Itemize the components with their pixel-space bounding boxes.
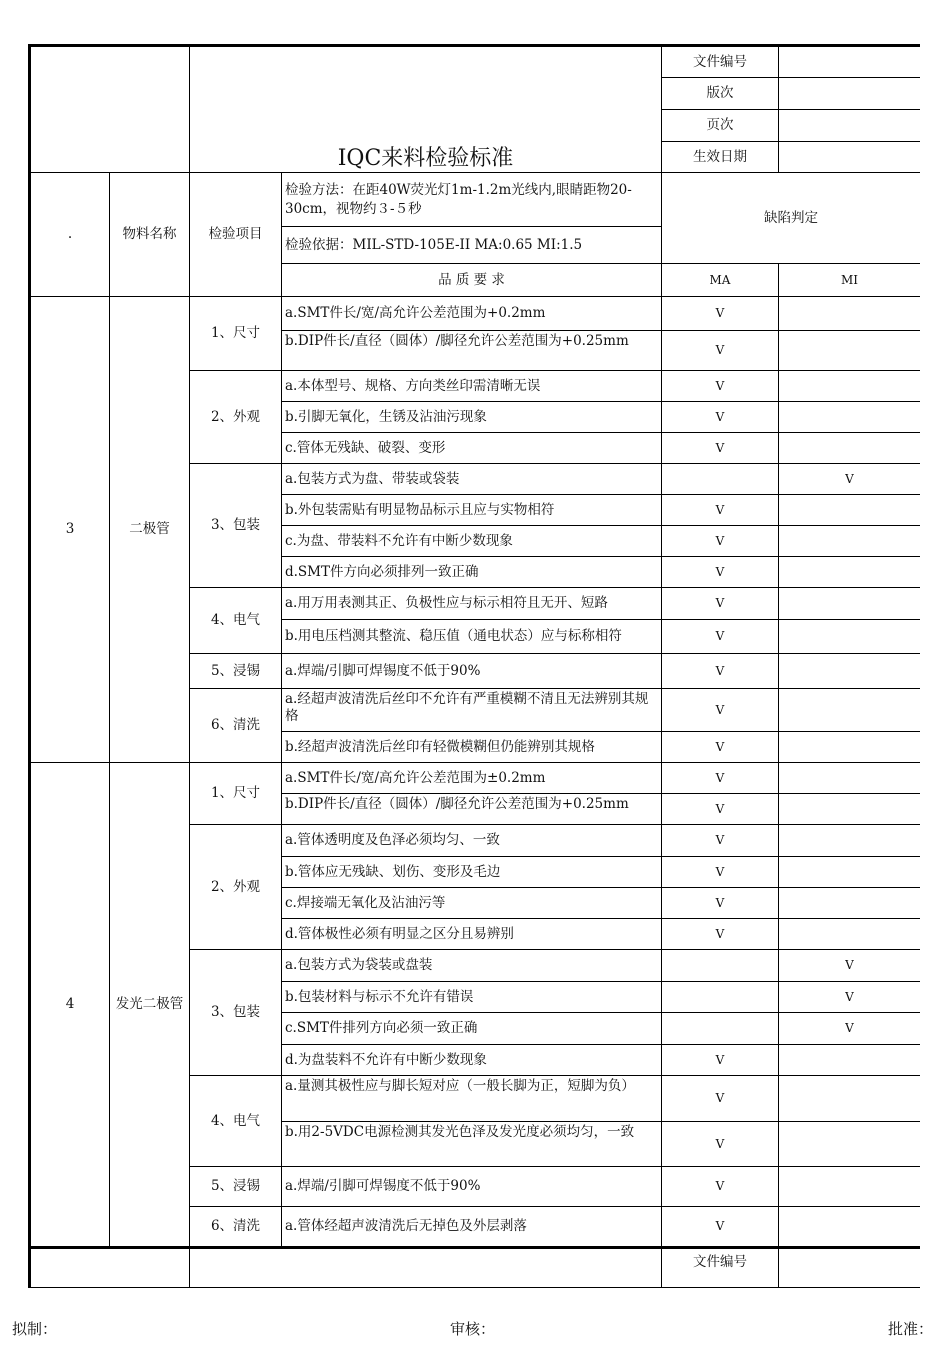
ma-mark: V	[662, 763, 779, 794]
inspection-item-label: 5、浸锡	[190, 1167, 282, 1207]
quality-requirement: d.SMT件方向必须排列一致正确	[282, 557, 662, 588]
next-page-logo-cell	[30, 1248, 190, 1288]
ma-mark: V	[662, 495, 779, 526]
mi-mark	[779, 371, 921, 402]
mi-mark: V	[779, 1013, 921, 1045]
quality-requirement: a.焊端/引脚可焊锡度不低于90%	[282, 654, 662, 689]
quality-requirement: a.用万用表测其正、负极性应与标示相符且无开、短路	[282, 588, 662, 620]
mi-mark: V	[779, 464, 921, 495]
ma-mark: V	[662, 402, 779, 433]
quality-requirement: a.SMT件长/宽/高允许公差范围为±0.2mm	[282, 763, 662, 794]
mi-mark	[779, 825, 921, 857]
ma-mark	[662, 950, 779, 982]
ma-mark	[662, 982, 779, 1013]
ma-mark: V	[662, 732, 779, 763]
inspection-item-label: 2、外观	[190, 371, 282, 464]
ma-mark: V	[662, 919, 779, 950]
quality-requirement: b.DIP件长/直径（圆体）/脚径允许公差范围为+0.25mm	[282, 331, 662, 371]
meta-label-effective-date: 生效日期	[662, 142, 779, 173]
ma-mark: V	[662, 371, 779, 402]
ma-mark	[662, 464, 779, 495]
quality-requirement: b.经超声波清洗后丝印有轻微模糊但仍能辨别其规格	[282, 732, 662, 763]
mi-mark	[779, 331, 921, 371]
table-row	[30, 763, 921, 794]
quality-requirement: c.管体无残缺、破裂、变形	[282, 433, 662, 464]
inspection-table	[28, 44, 920, 1288]
section-number: 3	[30, 297, 110, 763]
quality-requirement: b.引脚无氧化，生锈及沾油污现象	[282, 402, 662, 433]
ma-mark: V	[662, 331, 779, 371]
header-item: 检验项目	[190, 173, 282, 297]
ma-mark: V	[662, 620, 779, 654]
mi-mark	[779, 857, 921, 888]
inspection-item-label: 4、电气	[190, 1076, 282, 1167]
meta-value-effective-date	[779, 142, 921, 173]
mi-mark	[779, 526, 921, 557]
mi-mark	[779, 1167, 921, 1207]
meta-label-page: 页次	[662, 110, 779, 142]
next-page-meta-value	[779, 1248, 921, 1288]
inspection-item-label: 1、尺寸	[190, 297, 282, 371]
ma-mark: V	[662, 794, 779, 825]
quality-requirement-header: 品 质 要 求	[282, 264, 662, 297]
inspection-item-label: 4、电气	[190, 588, 282, 654]
quality-requirement: a.本体型号、规格、方向类丝印需清晰无误	[282, 371, 662, 402]
quality-requirement: b.外包装需贴有明显物品标示且应与实物相符	[282, 495, 662, 526]
mi-mark	[779, 557, 921, 588]
mi-mark	[779, 433, 921, 464]
mi-mark	[779, 588, 921, 620]
inspection-item-label: 6、清洗	[190, 1207, 282, 1248]
quality-requirement: c.SMT件排列方向必须一致正确	[282, 1013, 662, 1045]
quality-requirement: b.包装材料与标示不允许有错误	[282, 982, 662, 1013]
quality-requirement: a.包装方式为盘、带装或袋装	[282, 464, 662, 495]
mi-mark	[779, 297, 921, 331]
drafted-by-label: 拟制：	[12, 1320, 58, 1338]
mi-mark	[779, 1122, 921, 1167]
quality-requirement: d.管体极性必须有明显之区分且易辨别	[282, 919, 662, 950]
quality-requirement: c.为盘、带装料不允许有中断少数现象	[282, 526, 662, 557]
mi-mark	[779, 402, 921, 433]
inspection-sheet	[28, 44, 920, 1299]
header-seq: .	[30, 173, 110, 297]
ma-mark	[662, 1013, 779, 1045]
section-material-name: 发光二极管	[110, 763, 190, 1248]
section-material-name: 二极管	[110, 297, 190, 763]
inspection-basis: 检验依据：MIL-STD-105E-II MA:0.65 MI:1.5	[282, 227, 662, 264]
approved-by-label: 批准：	[888, 1320, 934, 1338]
inspection-item-label: 3、包装	[190, 464, 282, 588]
mi-mark	[779, 919, 921, 950]
next-page-meta-label: 文件编号	[662, 1248, 779, 1288]
ma-mark: V	[662, 1167, 779, 1207]
ma-mark: V	[662, 433, 779, 464]
ma-mark: V	[662, 557, 779, 588]
ma-mark: V	[662, 1207, 779, 1248]
mi-mark	[779, 495, 921, 526]
defect-judgement-header: 缺陷判定	[662, 173, 921, 264]
mi-mark	[779, 1076, 921, 1122]
ma-header: MA	[662, 264, 779, 297]
mi-mark	[779, 732, 921, 763]
mi-mark	[779, 888, 921, 919]
quality-requirement: b.用电压档测其整流、稳压值（通电状态）应与标称相符	[282, 620, 662, 654]
quality-requirement: c.焊接端无氧化及沾油污等	[282, 888, 662, 919]
ma-mark: V	[662, 297, 779, 331]
ma-mark: V	[662, 588, 779, 620]
logo-cell	[30, 46, 190, 173]
quality-requirement: a.管体透明度及色泽必须均匀、一致	[282, 825, 662, 857]
mi-mark	[779, 794, 921, 825]
meta-label-version: 版次	[662, 78, 779, 110]
meta-value-page	[779, 110, 921, 142]
mi-header: MI	[779, 264, 921, 297]
mi-mark	[779, 654, 921, 689]
meta-label-doc-no: 文件编号	[662, 46, 779, 78]
inspection-item-label: 3、包装	[190, 950, 282, 1076]
section-number: 4	[30, 763, 110, 1248]
mi-mark	[779, 1045, 921, 1076]
ma-mark: V	[662, 654, 779, 689]
inspection-item-label: 1、尺寸	[190, 763, 282, 825]
inspection-method: 检验方法：在距40W荧光灯1m-1.2m光线内,眼睛距物20-30cm，视物约３-５秒	[282, 173, 662, 227]
mi-mark	[779, 1207, 921, 1248]
mi-mark	[779, 620, 921, 654]
ma-mark: V	[662, 1076, 779, 1122]
inspection-item-label: 5、浸锡	[190, 654, 282, 689]
ma-mark: V	[662, 689, 779, 732]
inspection-item-label: 2、外观	[190, 825, 282, 950]
ma-mark: V	[662, 857, 779, 888]
quality-requirement: a.焊端/引脚可焊锡度不低于90%	[282, 1167, 662, 1207]
quality-requirement: b.用2-5VDC电源检测其发光色泽及发光度必须均匀，一致	[282, 1122, 662, 1167]
meta-value-version	[779, 78, 921, 110]
quality-requirement: a.管体经超声波清洗后无掉色及外层剥落	[282, 1207, 662, 1248]
next-page-header-row	[30, 1248, 921, 1288]
quality-requirement: a.经超声波清洗后丝印不允许有严重模糊不清且无法辨别其规格	[282, 689, 662, 732]
ma-mark: V	[662, 1045, 779, 1076]
mi-mark	[779, 763, 921, 794]
doc-title: IQC来料检验标准	[190, 46, 662, 173]
ma-mark: V	[662, 888, 779, 919]
quality-requirement: a.量测其极性应与脚长短对应（一般长脚为正，短脚为负）	[282, 1076, 662, 1122]
quality-requirement: a.包装方式为袋装或盘装	[282, 950, 662, 982]
ma-mark: V	[662, 825, 779, 857]
quality-requirement: b.DIP件长/直径（圆体）/脚径允许公差范围为+0.25mm	[282, 794, 662, 825]
meta-value-doc-no	[779, 46, 921, 78]
header-material-name: 物料名称	[110, 173, 190, 297]
mi-mark: V	[779, 950, 921, 982]
mi-mark: V	[779, 982, 921, 1013]
quality-requirement: b.管体应无残缺、划伤、变形及毛边	[282, 857, 662, 888]
next-page-title-cell	[190, 1248, 662, 1288]
quality-requirement: d.为盘装料不允许有中断少数现象	[282, 1045, 662, 1076]
quality-requirement: a.SMT件长/宽/高允许公差范围为+0.2mm	[282, 297, 662, 331]
ma-mark: V	[662, 1122, 779, 1167]
table-row	[30, 297, 921, 331]
mi-mark	[779, 689, 921, 732]
inspection-item-label: 6、清洗	[190, 689, 282, 763]
ma-mark: V	[662, 526, 779, 557]
reviewed-by-label: 审核：	[450, 1320, 496, 1338]
